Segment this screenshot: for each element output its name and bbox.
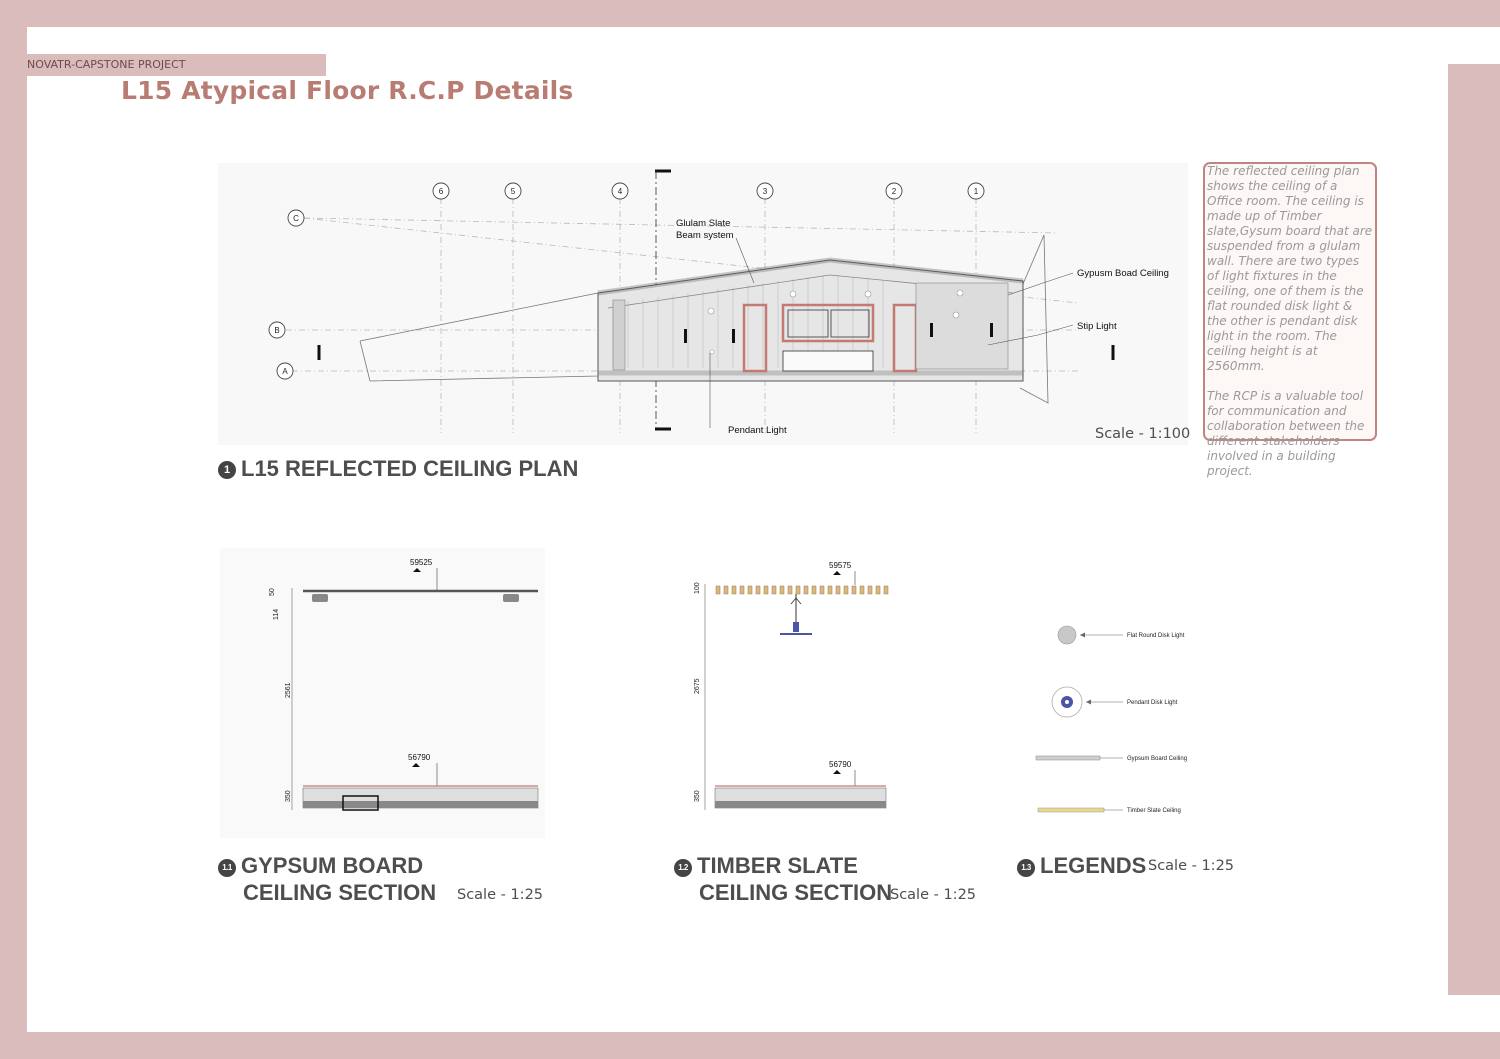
page-title: L15 Atypical Floor R.C.P Details — [121, 76, 574, 105]
timber-dim-100: 100 — [694, 582, 701, 594]
timber-dim-350: 350 — [694, 790, 701, 802]
description-box — [1203, 162, 1377, 478]
rcp-number-badge: 1 — [218, 461, 236, 479]
grid-label-a: A — [282, 367, 288, 376]
glulam-label-line2: Beam system — [676, 230, 734, 241]
pendant-light-label: Pendant Light — [728, 425, 787, 436]
glulam-label-line1: Glulam Slate — [676, 218, 731, 229]
grid-label-2: 2 — [891, 187, 897, 196]
project-tag: NOVATR-CAPSTONE PROJECT — [27, 54, 326, 76]
timber-title-line2: CEILING SECTION — [699, 880, 893, 905]
gypsum-ceiling-symbol — [1036, 756, 1100, 760]
grid-label-6: 6 — [438, 187, 444, 196]
flat-disk-light-symbol — [1058, 626, 1076, 644]
rcp-scale: Scale - 1:100 — [1095, 426, 1191, 442]
grid-label-b: B — [274, 326, 280, 335]
gypsum-dim-50: 50 — [269, 588, 276, 596]
timber-section-svg — [665, 548, 995, 838]
legend-drawing — [1020, 600, 1220, 830]
legends-title-text: LEGENDS — [1040, 853, 1147, 878]
legends-number-badge: 1.3 — [1017, 859, 1035, 877]
gypsum-section-title — [218, 852, 436, 906]
timber-ceiling-symbol — [1038, 808, 1104, 812]
timber-scale: Scale - 1:25 — [890, 887, 977, 903]
pendant-light-fixture — [793, 622, 799, 632]
gypsum-elevation-top: 59525 — [410, 558, 433, 567]
timber-dim-2675: 2675 — [694, 678, 701, 694]
description-paragraph-1: The reflected ceiling plan shows the ceiling of a Office room. The ceiling is made up of Timber slate,Gysum board that are suspended from a glulam wall. There are two types of light fixtures in the ceiling, one of them is the flat rounded disk light & the other is pendant disk light in the room. The ceiling height is at 2560mm. — [1207, 164, 1373, 373]
gypsum-ceiling-label: Gypusm Boad Ceiling — [1077, 268, 1169, 279]
strip-light-label: Stip Light — [1077, 321, 1117, 332]
legend-flat-disk-light: Flat Round Disk Light — [1127, 633, 1185, 639]
gypsum-number-badge: 1.1 — [218, 859, 236, 877]
grid-label-3: 3 — [762, 187, 768, 196]
timber-number-badge: 1.2 — [674, 859, 692, 877]
bottom-band — [0, 1032, 1500, 1059]
site-outline-right — [1020, 235, 1048, 403]
gypsum-dim-2561: 2561 — [285, 682, 292, 698]
grid-label-1: 1 — [973, 187, 979, 196]
rcp-plan-svg — [218, 163, 1191, 445]
grid-label-c: C — [293, 214, 299, 223]
site-outline-left — [360, 293, 598, 381]
right-band — [1448, 64, 1500, 995]
legends-scale: Scale - 1:25 — [1148, 858, 1235, 874]
legend-pendant-disk-light: Pendant Disk Light — [1127, 700, 1178, 706]
disk-light-fixture-left — [312, 594, 328, 602]
timber-section-title — [674, 852, 892, 906]
timber-elevation-top: 59575 — [829, 561, 852, 570]
rcp-section-title — [218, 455, 578, 482]
description-paragraph-2: The RCP is a valuable tool for communication and collaboration between the different stakeholders involved in a building project. — [1207, 389, 1365, 478]
gypsum-scale: Scale - 1:25 — [457, 887, 544, 903]
legend-timber-ceiling: Timber Slate Ceiling — [1127, 808, 1181, 814]
timber-title-line1: TIMBER SLATE — [697, 853, 858, 878]
gypsum-dim-350: 350 — [285, 790, 292, 802]
top-band — [0, 0, 1500, 27]
disk-light-fixture-right — [503, 594, 519, 602]
grid-label-4: 4 — [617, 187, 623, 196]
timber-elevation-bottom: 56790 — [829, 760, 852, 769]
legends-title — [1017, 852, 1146, 879]
gypsum-elevation-bottom: 56790 — [408, 753, 431, 762]
timber-slats — [716, 586, 888, 594]
legend-gypsum-ceiling: Gypsum Board Ceiling — [1127, 756, 1188, 762]
gypsum-section-svg — [220, 548, 545, 838]
gypsum-section-drawing — [220, 548, 545, 838]
grid-label-5: 5 — [510, 187, 516, 196]
left-band — [0, 0, 27, 1059]
rcp-plan-drawing — [218, 163, 1191, 445]
gypsum-title-line1: GYPSUM BOARD — [241, 853, 424, 878]
gypsum-dim-114: 114 — [273, 608, 280, 620]
timber-section-drawing — [665, 548, 995, 838]
rcp-title-text: L15 REFLECTED CEILING PLAN — [241, 456, 579, 481]
legend-svg — [1020, 600, 1220, 830]
gypsum-title-line2: CEILING SECTION — [243, 880, 437, 905]
